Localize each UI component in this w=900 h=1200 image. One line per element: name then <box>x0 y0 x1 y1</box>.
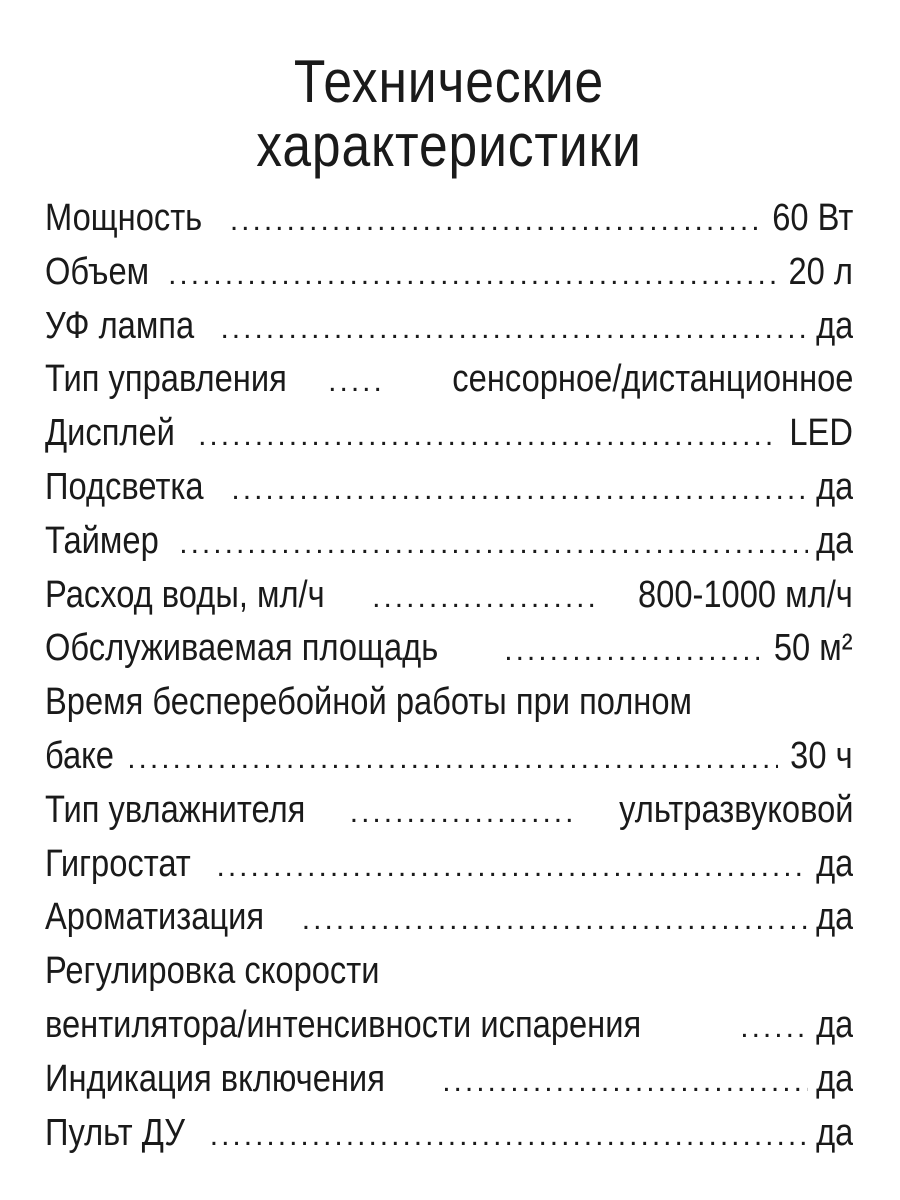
spec-value: ультразвуковой <box>618 788 853 831</box>
spec-label: Расход воды, мл/ч <box>45 573 325 616</box>
spec-row-service-area <box>45 622 853 676</box>
spec-label-line-1: Регулировка скорости <box>45 950 380 993</box>
dot-leader <box>372 571 601 623</box>
spec-value: да <box>815 465 853 508</box>
spec-label: Обслуживаемая площадь <box>45 627 439 670</box>
page-title <box>102 0 797 178</box>
dot-leader <box>442 1055 807 1107</box>
dot-leader <box>198 409 777 461</box>
spec-value: сенсорное/дистанционное <box>451 358 853 401</box>
dot-leader <box>740 1001 807 1053</box>
spec-row-power <box>45 192 853 246</box>
spec-label: Мощность <box>45 197 203 239</box>
spec-label-line-1: Время бесперебойной работы при полном <box>45 681 693 724</box>
spec-value: да <box>815 519 853 562</box>
spec-row-timer <box>45 515 853 569</box>
spec-list <box>45 192 853 1160</box>
dot-leader <box>231 463 807 515</box>
spec-label: Объем <box>45 250 150 293</box>
spec-value: 30 ч <box>790 734 853 777</box>
spec-row-runtime <box>45 676 853 784</box>
spec-label: Гигростат <box>45 842 191 885</box>
dot-leader <box>127 732 778 784</box>
spec-row-backlight <box>45 461 853 515</box>
title-line-1: Технические <box>293 48 605 115</box>
title-line-2: характеристики <box>256 112 642 179</box>
spec-label: Пульт ДУ <box>45 1111 185 1154</box>
spec-value: да <box>815 842 853 885</box>
dot-leader <box>179 517 807 569</box>
spec-label: баке <box>45 734 114 777</box>
spec-row-uv-lamp <box>45 300 853 354</box>
spec-label: Тип увлажнителя <box>45 788 306 831</box>
spec-row-humidifier-type <box>45 784 853 838</box>
spec-value: да <box>815 1003 853 1046</box>
spec-row-fan-speed <box>45 945 853 1053</box>
spec-label: Индикация включения <box>45 1057 385 1100</box>
spec-label: Таймер <box>45 519 159 562</box>
spec-value: да <box>815 1057 853 1100</box>
spec-row-control-type <box>45 353 853 407</box>
spec-value: LED <box>789 412 853 455</box>
dot-leader <box>168 248 776 300</box>
spec-row-remote-control <box>45 1107 853 1161</box>
spec-value: да <box>815 304 853 347</box>
spec-value: 800-1000 мл/ч <box>638 573 853 616</box>
spec-row-aromatization <box>45 891 853 945</box>
dot-leader <box>350 786 579 838</box>
spec-label: УФ лампа <box>45 304 195 347</box>
dot-leader <box>302 893 808 945</box>
spec-value: да <box>815 896 853 939</box>
dot-leader <box>328 355 384 407</box>
dot-leader <box>210 1109 808 1161</box>
spec-label: вентилятора/интенсивности испарения <box>45 1003 642 1046</box>
spec-row-power-indicator <box>45 1053 853 1107</box>
spec-row-hygrostat <box>45 838 853 892</box>
spec-value: 60 Вт <box>771 197 853 239</box>
spec-row-display <box>45 407 853 461</box>
dot-leader <box>216 840 807 892</box>
spec-label: Тип управления <box>45 358 287 401</box>
spec-label: Дисплей <box>45 412 175 455</box>
spec-value: 50 м² <box>774 627 853 670</box>
spec-row-water-consumption <box>45 569 853 623</box>
dot-leader <box>504 624 759 676</box>
spec-label: Подсветка <box>45 465 204 508</box>
spec-label: Ароматизация <box>45 896 265 939</box>
dot-leader <box>230 194 757 246</box>
dot-leader <box>220 302 807 354</box>
spec-value: 20 л <box>788 250 853 293</box>
spec-row-volume <box>45 246 853 300</box>
spec-value: да <box>815 1111 853 1154</box>
